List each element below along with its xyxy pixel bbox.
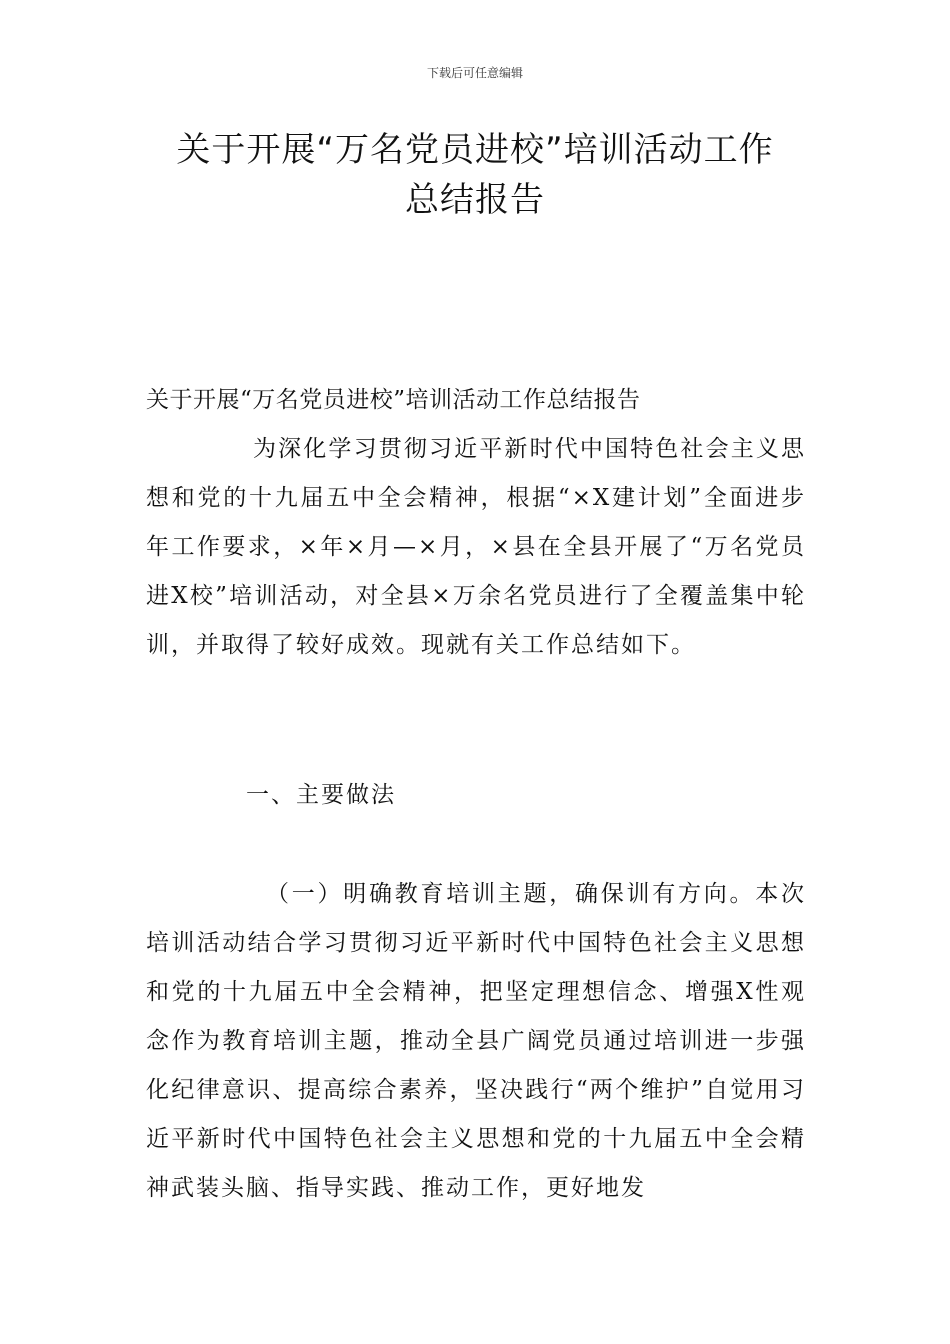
subtitle-line: 关于开展“万名党员进校”培训活动工作总结报告 xyxy=(146,387,641,413)
document-title-line-1: 关于开展“万名党员进校”培训活动工作 xyxy=(176,130,774,170)
document-title xyxy=(120,125,830,225)
section-heading: 一、主要做法 xyxy=(246,782,396,808)
section-paragraph: （一）明确教育培训主题，确保训有方向。本次培训活动结合学习贯彻习近平新时代中国特色社会主义思想和党的十九届五中全会精神，把坚定理想信念、增强X性观念作为教育培训主题，推动全县广阔党员通过培训进一步强化纪律意识、提高综合素养，坚决践行“两个维护”自觉用习近平新时代中国特色社会主义思想和党的十九届五中全会精神武装头脑、指导实践、推动工作，更好地发 xyxy=(146,881,806,1201)
document-title-line-2: 总结报告 xyxy=(405,180,545,220)
intro-paragraph: 为深化学习贯彻习近平新时代中国特色社会主义思想和党的十九届五中全会精神，根据“×X建计划”全面进步年工作要求，×年×月—×月，×县在全县开展了“万名党员进X校”培训活动，对全县×万余名党员进行了全覆盖集中轮训，并取得了较好成效。现就有关工作总结如下。 xyxy=(146,436,806,658)
header-note: 下载后可任意编辑 xyxy=(426,66,523,80)
